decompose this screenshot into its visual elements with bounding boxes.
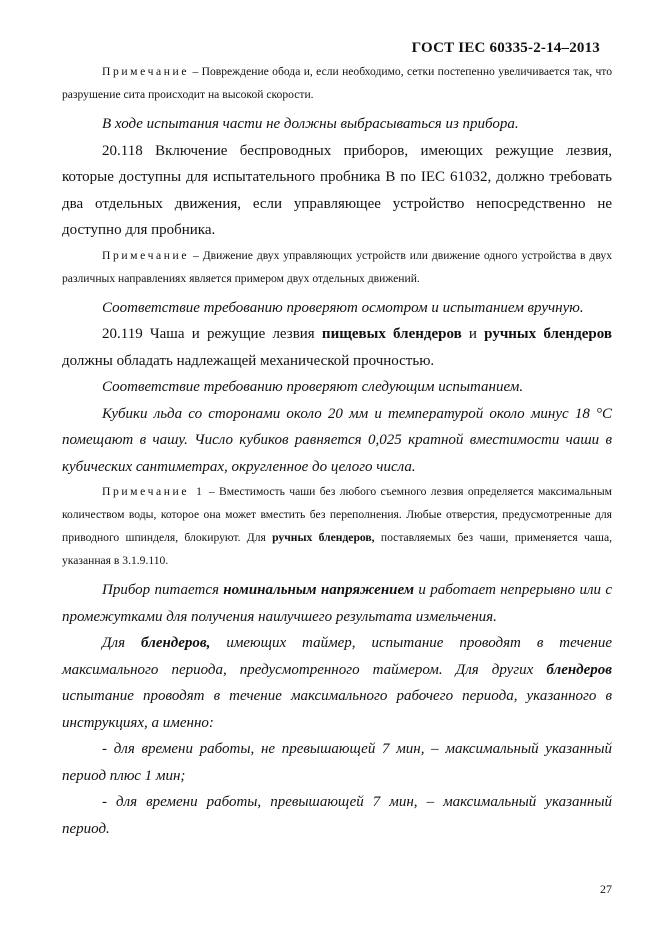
bold-term: блендеров — [546, 661, 612, 678]
list-item: - для времени работы, превышающей 7 мин, – максимальный указанный период. — [62, 794, 612, 837]
page-content — [62, 60, 612, 842]
test-procedure — [62, 630, 612, 736]
note-text: – Движение двух управляющих устройств или движение одного устройства в двух различных направлениях является примером двух отдельных движений. — [62, 248, 612, 285]
text-run: Прибор питается — [102, 582, 224, 598]
document-header: ГОСТ IEC 60335-2-14–2013 — [411, 40, 600, 56]
note-paragraph — [62, 480, 612, 572]
text-run: испытание проводят в течение максимального рабочего периода, указанного в инструкциях, а именно: — [62, 688, 612, 731]
text-run: имеющих таймер, испытание проводят в течение максимального периода, предусмотренного таймером. Для других — [62, 635, 612, 678]
note-label: Примечание — [102, 65, 190, 78]
bold-term: номинальным напряжением — [223, 582, 415, 598]
compliance-statement: Соответствие требованию проверяют следующим испытанием. — [102, 379, 524, 395]
note-label: Примечание 1 — [102, 485, 205, 498]
clause-20-119 — [62, 321, 612, 374]
test-statement: В ходе испытания части не должны выбрасываться из прибора. — [102, 116, 519, 132]
list-item: - для времени работы, не превышающей 7 мин, – максимальный указанный период плюс 1 мин; — [62, 741, 612, 784]
bold-term: ручных блендеров — [484, 326, 612, 342]
text-run: 20.119 Чаша и режущие лезвия — [102, 326, 322, 342]
note-text: – Вместимость чаши без любого съемного лезвия определяется максимальным количеством воды, которое она может вместить без переполнения. Любые отверстия, предусмотренные для приводного шпинделя, блокируют. Для — [62, 485, 613, 544]
text-run: и — [461, 326, 485, 342]
bold-term: ручных блендеров, — [272, 531, 375, 544]
note-paragraph — [62, 244, 612, 290]
bold-term: блендеров, — [141, 635, 211, 651]
text-run: должны обладать надлежащей механической прочностью. — [62, 352, 435, 369]
text-run: Для — [102, 635, 142, 651]
test-procedure — [62, 577, 612, 630]
compliance-statement: Соответствие требованию проверяют осмотром и испытанием вручную. — [102, 299, 584, 316]
note-text: – Повреждение обода и, если необходимо, сетки постепенно увеличивается так, что разрушение сита происходит на высокой скорости. — [62, 65, 612, 101]
test-procedure: Кубики льда со сторонами около 20 мм и температурой около минус 18 °С помещают в чашу. Число кубиков равняется 0,025 кратной вместимости чаши в кубических сантиметрах, округленное до целого числа. — [62, 405, 612, 475]
text-run: и работает непрерывно или с промежутками для получения наилучшего результата измельчения. — [62, 582, 612, 625]
note-label: Примечание — [102, 248, 190, 262]
clause-20-118: 20.118 Включение беспроводных приборов, имеющих режущие лезвия, которые доступны для испытательного пробника B по IEC 61032, должно требовать два отдельных движения, если управляющее устройство непосредственно не доступно для пробника. — [62, 142, 612, 238]
note-text: поставляемых без чаши, применяется чаша, указанная в 3.1.9.110. — [62, 531, 613, 567]
note-paragraph — [62, 60, 612, 106]
bold-term: пищевых блендеров — [321, 326, 462, 342]
page-number: 27 — [600, 882, 612, 896]
